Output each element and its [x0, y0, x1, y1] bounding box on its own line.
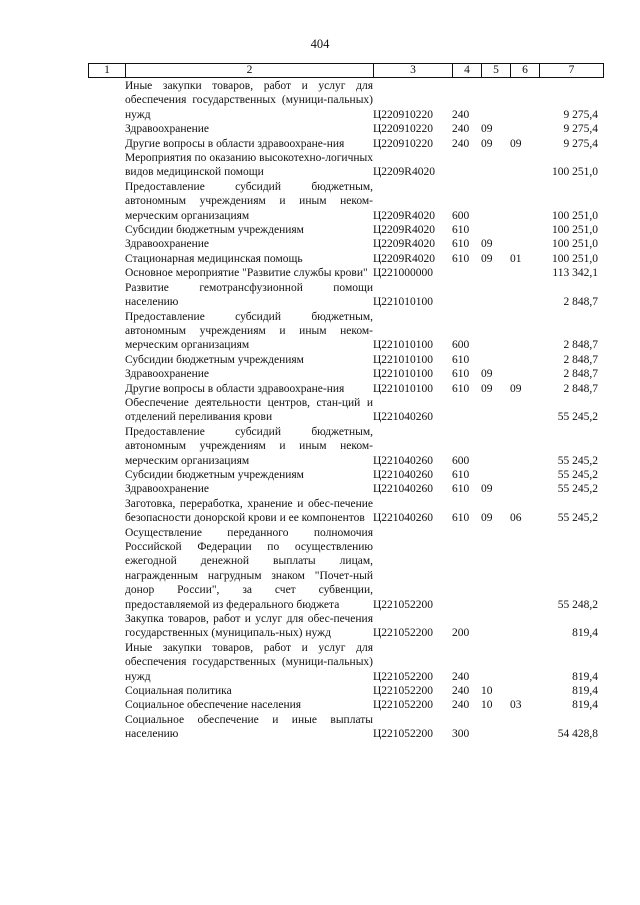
- row-section: 09: [481, 238, 493, 251]
- row-name: Предоставление субсидий бюджетным, автономным учреждениям и иным неком-мерческим организациям: [125, 425, 373, 467]
- row-name: Субсидии бюджетным учреждениям: [125, 353, 304, 366]
- row-amount: 9 275,4: [563, 137, 598, 150]
- row-target-code: Ц221052200: [373, 598, 434, 611]
- row-expense-type: 240: [452, 685, 470, 698]
- row-target-code: Ц221052200: [373, 670, 434, 683]
- header-col-5: 5: [482, 64, 511, 77]
- row-target-code: Ц221010100: [373, 382, 434, 395]
- row-name: Предоставление субсидий бюджетным, автономным учреждениям и иным неком-мерческим организациям: [125, 180, 373, 222]
- row-expense-type: 610: [452, 468, 470, 481]
- header-col-3: 3: [374, 64, 453, 77]
- row-name: Другие вопросы в области здравоохране-ния: [125, 382, 345, 395]
- row-name: Иные закупки товаров, работ и услуг для обеспечения государственных (муници-пальных) нужд: [125, 80, 373, 121]
- table-row: [88, 713, 604, 742]
- row-name: Развитие гемотрансфузионной помощи населению: [125, 281, 373, 309]
- table-row: [88, 497, 604, 526]
- row-subsection: 09: [510, 137, 522, 150]
- table-row: [88, 79, 604, 122]
- table-row: [88, 310, 604, 353]
- table-row: [88, 396, 604, 425]
- row-amount: 2 848,7: [563, 339, 598, 352]
- table-row: [88, 266, 604, 280]
- row-name: Социальное обеспечение населения: [125, 699, 302, 712]
- row-expense-type: 600: [452, 339, 470, 352]
- row-amount: 55 245,2: [557, 483, 598, 496]
- row-target-code: Ц2209R4020: [373, 209, 435, 222]
- row-expense-type: 610: [452, 512, 470, 525]
- row-expense-type: 240: [452, 108, 470, 121]
- table-row: [88, 151, 604, 180]
- row-target-code: Ц221040260: [373, 411, 434, 424]
- table-row: [88, 223, 604, 237]
- row-target-code: Ц221052200: [373, 685, 434, 698]
- row-expense-type: 240: [452, 123, 470, 136]
- row-amount: 819,4: [572, 670, 598, 683]
- row-target-code: Ц221010100: [373, 353, 434, 366]
- row-target-code: Ц221010100: [373, 368, 434, 381]
- row-amount: 55 245,2: [557, 454, 598, 467]
- row-amount: 2 848,7: [563, 296, 598, 309]
- page-number: 404: [310, 37, 330, 51]
- table-row: [88, 237, 604, 251]
- row-name: Здравоохранение: [125, 123, 210, 136]
- table-header: [88, 63, 604, 78]
- row-name: Социальное обеспечение и иные выплаты населению: [125, 713, 373, 741]
- row-target-code: Ц221052200: [373, 728, 434, 741]
- row-section: 09: [481, 137, 493, 150]
- row-expense-type: 610: [452, 353, 470, 366]
- row-amount: 2 848,7: [563, 382, 598, 395]
- row-amount: 100 251,0: [552, 252, 598, 265]
- row-name: Заготовка, переработка, хранение и обес-печение безопасности донорской крови и ее компонентов: [125, 497, 373, 525]
- row-target-code: Ц221040260: [373, 483, 434, 496]
- row-name: Субсидии бюджетным учреждениям: [125, 224, 304, 237]
- row-expense-type: 600: [452, 209, 470, 222]
- row-target-code: Ц2209R4020: [373, 166, 435, 179]
- table-row: [88, 425, 604, 468]
- table-row: [88, 382, 604, 396]
- row-expense-type: 240: [452, 137, 470, 150]
- header-col-4: 4: [453, 64, 482, 77]
- row-expense-type: 300: [452, 728, 470, 741]
- row-subsection: 01: [510, 252, 522, 265]
- table-row: [88, 281, 604, 310]
- row-expense-type: 200: [452, 627, 470, 640]
- table-row: [88, 482, 604, 496]
- row-amount: 55 245,2: [557, 512, 598, 525]
- row-amount: 819,4: [572, 699, 598, 712]
- table-row: [88, 684, 604, 698]
- row-name: Здравоохранение: [125, 368, 210, 381]
- row-section: 09: [481, 123, 493, 136]
- row-section: 09: [481, 368, 493, 381]
- row-expense-type: 240: [452, 699, 470, 712]
- table-row: [88, 122, 604, 136]
- row-target-code: Ц221000000: [373, 267, 434, 280]
- row-amount: 54 428,8: [557, 728, 598, 741]
- row-target-code: Ц2209R4020: [373, 224, 435, 237]
- row-target-code: Ц220910220: [373, 123, 434, 136]
- row-section: 09: [481, 483, 493, 496]
- table-row: [88, 612, 604, 641]
- row-target-code: Ц221052200: [373, 627, 434, 640]
- row-name: Предоставление субсидий бюджетным, автономным учреждениям и иным неком-мерческим организациям: [125, 310, 373, 352]
- row-target-code: Ц2209R4020: [373, 252, 435, 265]
- row-name: Обеспечение деятельности центров, стан-ций и отделений переливания крови: [125, 396, 373, 424]
- row-target-code: Ц221010100: [373, 296, 434, 309]
- row-amount: 2 848,7: [563, 353, 598, 366]
- row-expense-type: 610: [452, 382, 470, 395]
- row-amount: 55 245,2: [557, 411, 598, 424]
- row-name: Мероприятия по оказанию высокотехно-логичных видов медицинской помощи: [125, 152, 373, 179]
- header-col-2: 2: [126, 64, 374, 77]
- row-section: 10: [481, 699, 493, 712]
- row-expense-type: 610: [452, 252, 470, 265]
- row-amount: 100 251,0: [552, 224, 598, 237]
- row-name: Социальная политика: [125, 685, 232, 698]
- table-row: [88, 367, 604, 381]
- row-target-code: Ц221040260: [373, 512, 434, 525]
- row-target-code: Ц221040260: [373, 454, 434, 467]
- row-amount: 819,4: [572, 627, 598, 640]
- row-amount: 100 251,0: [552, 238, 598, 251]
- row-name: Закупка товаров, работ и услуг для обес-печения государственных (муниципаль-ных) нужд: [125, 613, 373, 640]
- row-amount: 55 248,2: [557, 598, 598, 611]
- row-expense-type: 610: [452, 368, 470, 381]
- header-col-6: 6: [511, 64, 540, 77]
- row-section: 09: [481, 512, 493, 525]
- row-expense-type: 610: [452, 238, 470, 251]
- row-target-code: Ц221052200: [373, 699, 434, 712]
- row-amount: 100 251,0: [552, 209, 598, 222]
- row-expense-type: 600: [452, 454, 470, 467]
- row-expense-type: 610: [452, 224, 470, 237]
- table-row: [88, 641, 604, 684]
- row-target-code: Ц2209R4020: [373, 238, 435, 251]
- table-row: [88, 526, 604, 612]
- row-amount: 55 245,2: [557, 468, 598, 481]
- table-row: [88, 137, 604, 151]
- table-row: [88, 180, 604, 223]
- header-col-1: 1: [89, 64, 126, 77]
- row-amount: 2 848,7: [563, 368, 598, 381]
- row-target-code: Ц220910220: [373, 137, 434, 150]
- row-expense-type: 610: [452, 483, 470, 496]
- table-row: [88, 468, 604, 482]
- row-name: Другие вопросы в области здравоохране-ния: [125, 137, 345, 150]
- row-expense-type: 240: [452, 670, 470, 683]
- row-target-code: Ц221010100: [373, 339, 434, 352]
- row-name: Субсидии бюджетным учреждениям: [125, 468, 304, 481]
- table-row: [88, 698, 604, 712]
- row-section: 09: [481, 252, 493, 265]
- row-name: Иные закупки товаров, работ и услуг для обеспечения государственных (муници-пальных) нужд: [125, 641, 373, 683]
- table-row: [88, 353, 604, 367]
- header-col-7: 7: [568, 64, 575, 76]
- row-section: 09: [481, 382, 493, 395]
- row-amount: 819,4: [572, 685, 598, 698]
- row-subsection: 06: [510, 512, 522, 525]
- row-target-code: Ц221040260: [373, 468, 434, 481]
- table-row: [88, 252, 604, 266]
- row-section: 10: [481, 685, 493, 698]
- row-amount: 9 275,4: [563, 123, 598, 136]
- row-name: Здравоохранение: [125, 238, 210, 251]
- row-target-code: Ц220910220: [373, 108, 434, 121]
- row-name: Стационарная медицинская помощь: [125, 252, 303, 265]
- row-name: Основное мероприятие "Развитие службы крови": [125, 267, 368, 280]
- row-amount: 9 275,4: [563, 108, 598, 121]
- row-subsection: 09: [510, 382, 522, 395]
- row-subsection: 03: [510, 699, 522, 712]
- row-name: Здравоохранение: [125, 483, 210, 496]
- row-amount: 113 342,1: [552, 267, 598, 280]
- budget-table-body: [88, 79, 604, 742]
- row-name: Осуществление переданного полномочия Российской Федерации по осуществлению ежегодной денежной выплаты лицам, награжденным нагрудным знаком "Почет-ный донор России", за счет субвенции, предоставляемой из федерального бюджета: [125, 526, 373, 611]
- row-amount: 100 251,0: [552, 166, 598, 179]
